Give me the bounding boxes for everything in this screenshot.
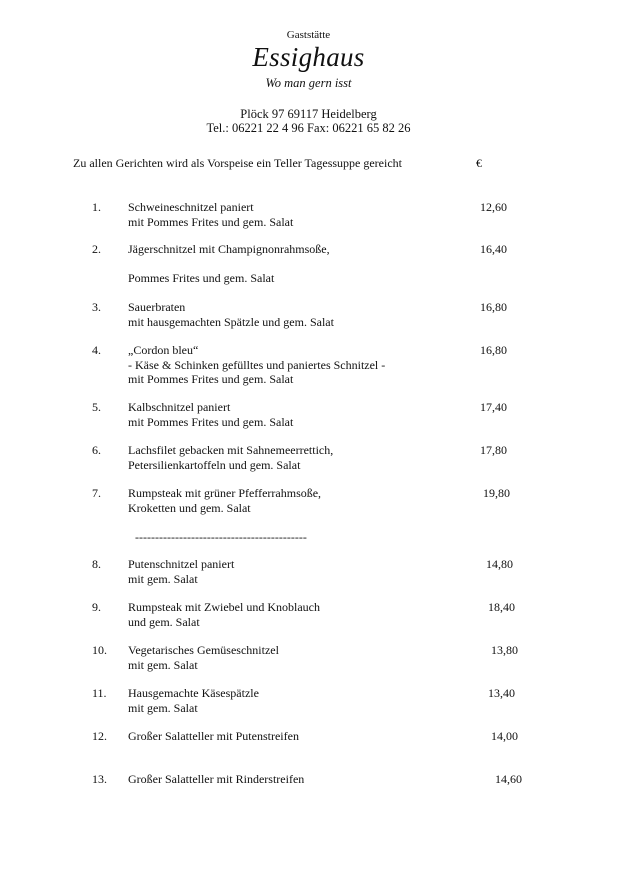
item-price: 14,80 (486, 557, 513, 571)
item-price: 16,80 (480, 300, 507, 314)
item-description (128, 242, 330, 286)
item-description-line: - Käse & Schinken gefülltes und paniertes Schnitzel - (128, 357, 386, 372)
item-description (128, 343, 385, 387)
item-price: 14,00 (491, 729, 518, 743)
item-description (128, 400, 293, 429)
slogan: Wo man gern isst (265, 76, 352, 90)
item-description-line: Kalbschnitzel paniert (128, 400, 231, 414)
item-price: 17,40 (480, 400, 507, 414)
item-description (128, 557, 234, 586)
item-description (128, 729, 299, 744)
item-number: 1. (92, 200, 101, 214)
item-number: 5. (92, 400, 101, 414)
item-description-line: Rumpsteak mit grüner Pfefferrahmsoße, (128, 486, 322, 500)
item-number: 11. (92, 686, 107, 700)
item-price: 19,80 (483, 486, 510, 500)
item-description-line (128, 257, 330, 272)
restaurant-title: Essighaus (252, 42, 365, 72)
item-description-line: Pommes Frites und gem. Salat (128, 271, 275, 285)
item-description-line: Vegetarisches Gemüseschnitzel (128, 643, 279, 657)
item-description-line: Schweineschnitzel paniert (128, 200, 254, 214)
item-price: 13,80 (491, 643, 518, 657)
item-description-line: Rumpsteak mit Zwiebel und Knoblauch (128, 600, 320, 614)
item-description-line: Putenschnitzel paniert (128, 557, 235, 571)
pre-title: Gaststätte (286, 29, 331, 41)
item-description-line: mit Pommes Frites und gem. Salat (128, 214, 294, 229)
item-description (128, 300, 334, 329)
item-number: 3. (92, 300, 101, 314)
item-number: 4. (92, 343, 101, 357)
item-description-line: Hausgemachte Käsespätzle (128, 686, 259, 700)
item-description-line: mit gem. Salat (128, 657, 198, 672)
item-number: 12. (92, 729, 107, 743)
item-price: 16,80 (480, 343, 507, 357)
item-description-line: Großer Salatteller mit Rinderstreifen (128, 772, 305, 786)
item-description-line: Großer Salatteller mit Putenstreifen (128, 729, 299, 743)
item-price: 17,80 (480, 443, 507, 457)
item-description-line: mit Pommes Frites und gem. Salat (128, 372, 294, 386)
item-price: 14,60 (495, 772, 522, 786)
item-description (128, 772, 304, 787)
item-price: 12,60 (480, 200, 507, 214)
item-description (128, 443, 333, 472)
address: Plöck 97 69117 Heidelberg (240, 107, 377, 121)
item-description (128, 486, 321, 515)
item-description-line: mit gem. Salat (128, 700, 198, 715)
item-number: 10. (92, 643, 107, 657)
item-description-line: „Cordon bleu“ (128, 343, 199, 357)
item-description-line: mit hausgemachten Spätzle und gem. Salat (128, 314, 334, 329)
item-price: 18,40 (488, 600, 515, 614)
item-description (128, 200, 293, 229)
item-description-line: mit Pommes Frites und gem. Salat (128, 414, 294, 429)
item-number: 13. (92, 772, 107, 786)
item-number: 9. (92, 600, 101, 614)
item-price: 16,40 (480, 242, 507, 256)
item-number: 2. (92, 242, 101, 256)
item-number: 7. (92, 486, 101, 500)
item-description-line: Kroketten und gem. Salat (128, 500, 251, 515)
item-description (128, 686, 259, 715)
item-description-line: Sauerbraten (128, 300, 186, 314)
item-description (128, 643, 279, 672)
item-description-line: und gem. Salat (128, 614, 200, 629)
item-description-line: Lachsfilet gebacken mit Sahnemeerrettich, (128, 443, 334, 457)
item-number: 8. (92, 557, 101, 571)
divider-line: ------------------------------------------- (135, 530, 307, 544)
currency-symbol: € (476, 156, 482, 170)
item-price: 13,40 (488, 686, 515, 700)
item-description-line: Petersilienkartoffeln und gem. Salat (128, 457, 301, 472)
item-description (128, 600, 320, 629)
item-number: 6. (92, 443, 101, 457)
phone-fax: Tel.: 06221 22 4 96 Fax: 06221 65 82 26 (206, 121, 411, 135)
item-description-line: mit gem. Salat (128, 571, 198, 586)
intro-text: Zu allen Gerichten wird als Vorspeise ein Teller Tagessuppe gereicht (73, 156, 402, 170)
item-description-line: Jägerschnitzel mit Champignonrahmsoße, (128, 242, 330, 256)
